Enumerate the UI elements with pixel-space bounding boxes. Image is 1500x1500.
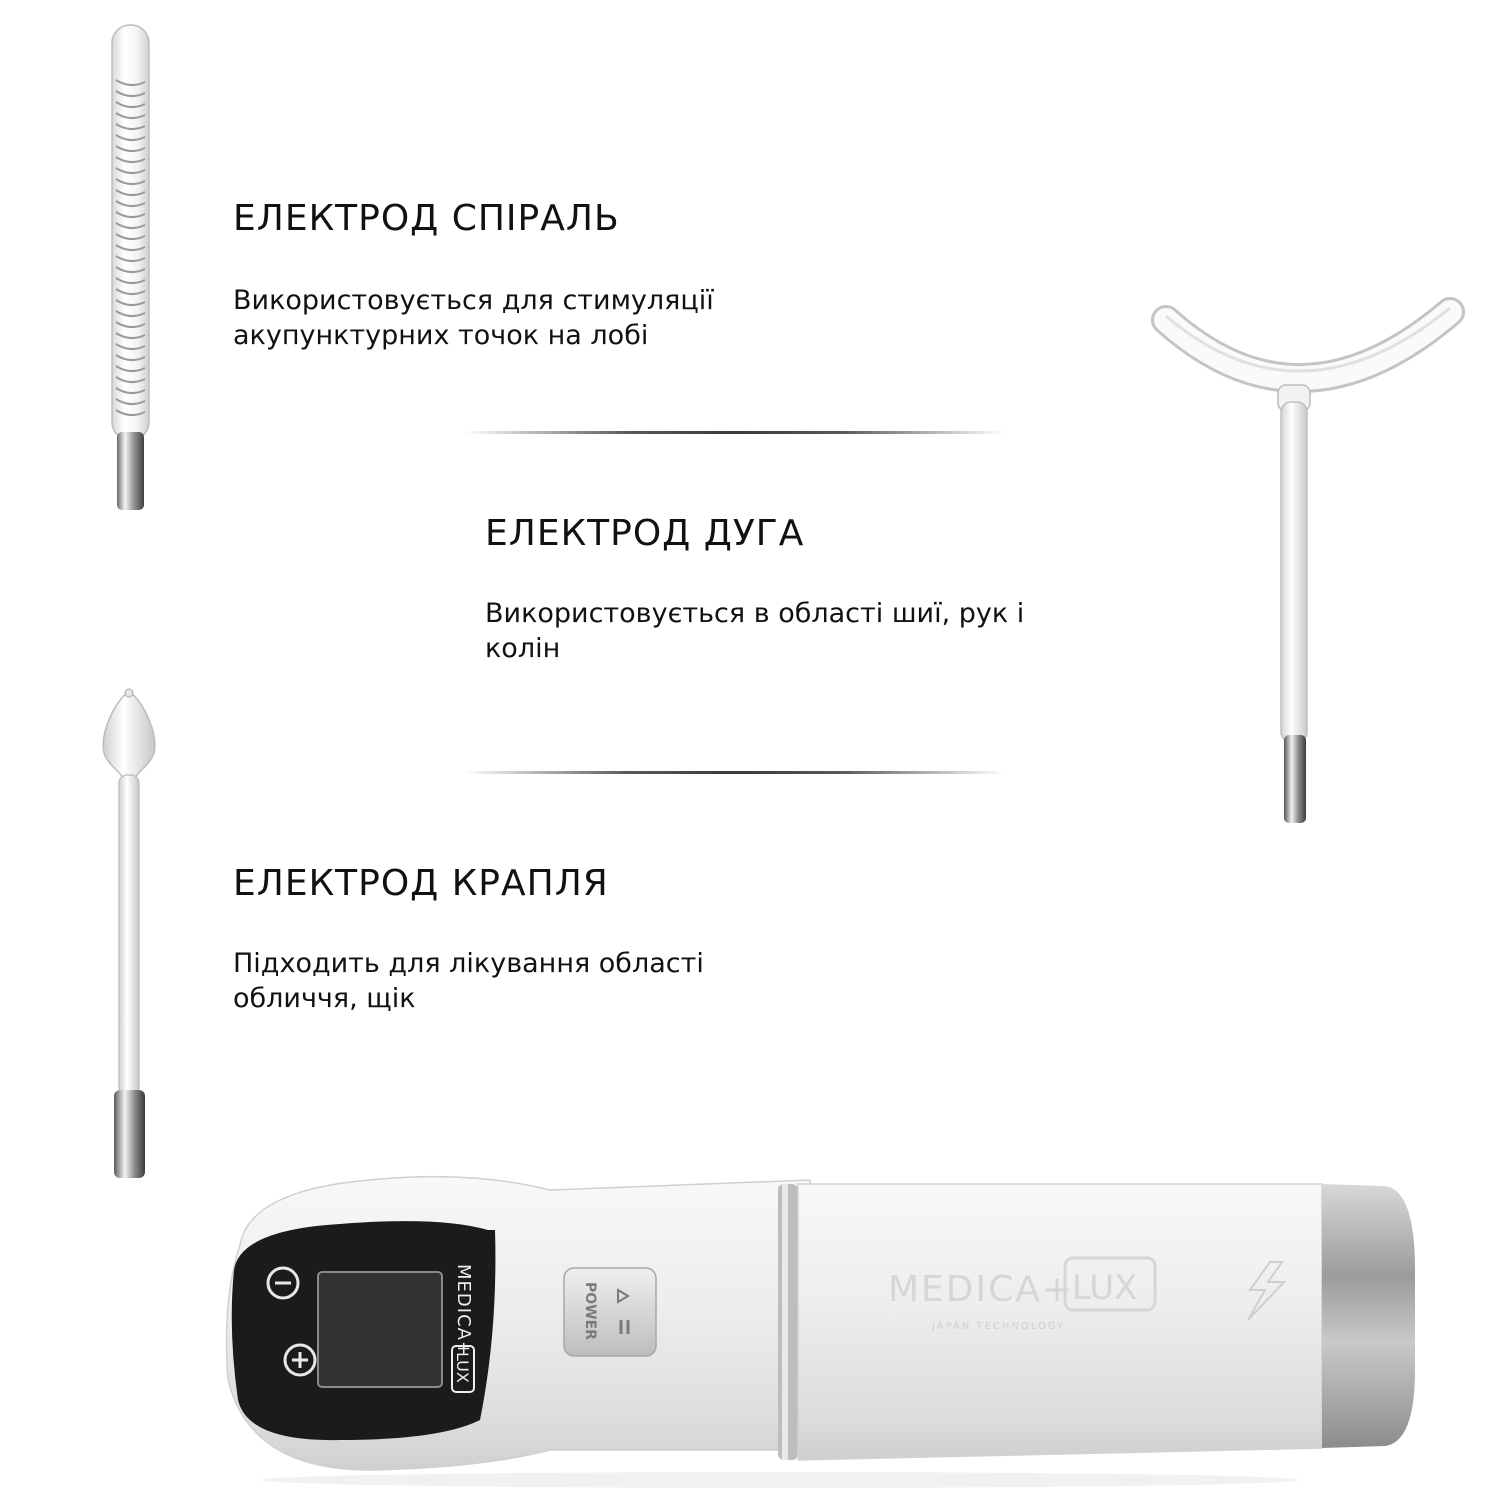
arc-electrode-desc-line-1: Використовується в області шиї, рук і [485, 598, 1025, 629]
body-tagline: JAPAN TECHNOLOGY [932, 1321, 1066, 1332]
panel-brand-right: LUX [453, 1352, 472, 1383]
body-brand-left: MEDICA+ [888, 1269, 1075, 1310]
spiral-electrode-desc-line-2: акупунктурних точок на лобі [233, 320, 649, 351]
power-button[interactable] [564, 1268, 656, 1356]
divider-bottom [465, 771, 1005, 774]
panel-brand-left: MEDICA+ [453, 1264, 474, 1358]
arc-electrode-desc-line-2: колін [485, 633, 561, 664]
body-brand-right: LUX [1072, 1268, 1138, 1308]
drop-electrode-image [92, 685, 167, 1185]
spiral-electrode-heading: ЕЛЕКТРОД СПІРАЛЬ [233, 198, 620, 239]
divider-top [465, 431, 1005, 434]
arc-electrode-heading: ЕЛЕКТРОД ДУГА [485, 513, 805, 554]
arc-electrode-image [1150, 290, 1470, 830]
drop-electrode-desc-line-1: Підходить для лікування області [233, 948, 704, 979]
arc-electrode-description [485, 596, 1024, 666]
spiral-electrode-image [100, 20, 160, 515]
power-button-label: POWER [582, 1282, 598, 1340]
drop-electrode-heading: ЕЛЕКТРОД КРАПЛЯ [233, 863, 609, 904]
drop-electrode-desc-line-2: обличчя, щік [233, 983, 416, 1014]
spiral-electrode-description [233, 283, 714, 353]
spiral-electrode-desc-line-1: Використовується для стимуляції [233, 285, 714, 316]
darsonval-device-image [220, 1150, 1430, 1490]
drop-electrode-description [233, 946, 704, 1016]
